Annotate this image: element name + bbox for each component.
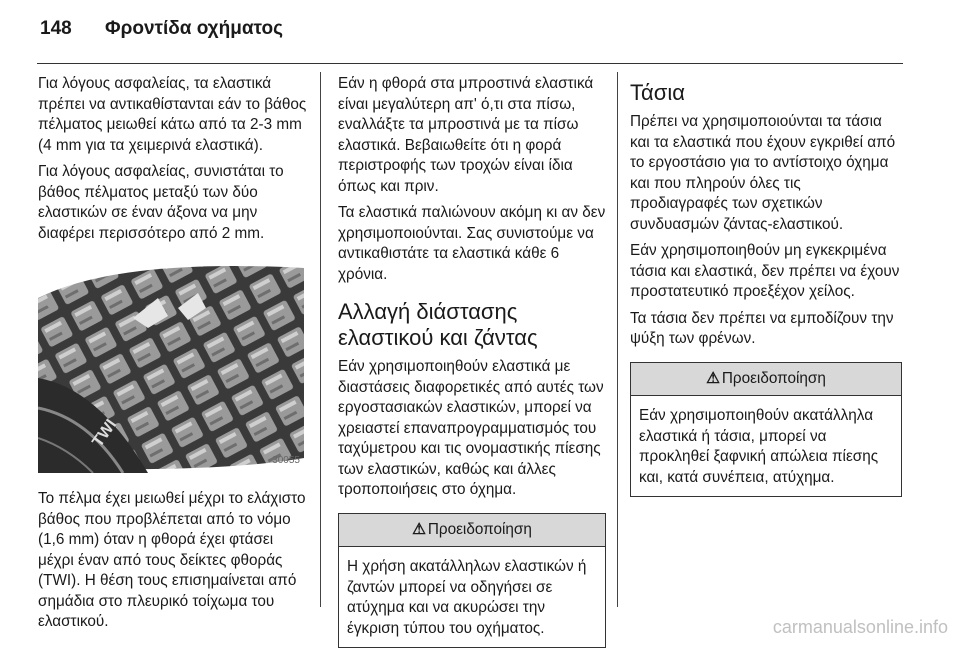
column-divider — [617, 72, 618, 607]
page-header — [40, 18, 283, 40]
paragraph: Πρέπει να χρησιμοποιούνται τα τάσια και τα ελαστικά που έχουν εγκριθεί από το εργοστάσιο για το αντίστοιχο όχημα και που πληρούν όλες τις προδιαγραφές των σχετικών συνδυασμών ζάντας-ελαστικού. — [630, 112, 902, 235]
warning-icon: ⚠ — [412, 521, 426, 538]
column-right — [630, 74, 902, 497]
warning-icon: ⚠ — [706, 370, 720, 387]
figure-number: 30055 — [272, 451, 300, 472]
paragraph: Εάν χρησιμοποιηθούν μη εγκεκριμένα τάσια και ελαστικά, δεν πρέπει να έχουν προστατευτικό προεξέχον χείλος. — [630, 241, 902, 303]
header-rule — [37, 63, 903, 64]
tire-tread-illustration — [38, 258, 304, 473]
column-divider — [320, 72, 321, 607]
warning-title: Προειδοποίηση — [428, 521, 532, 538]
paragraph: Για λόγους ασφαλείας, συνιστάται το βάθος πέλματος μεταξύ των δύο ελαστικών σε έναν άξονα να μην διαφέρει περισσότερο από 2 mm. — [38, 162, 310, 244]
warning-text: Εάν χρησιμοποιηθούν ακατάλληλα ελαστικά ή τάσια, μπορεί να προκληθεί ξαφνική απώλεια πίεσης και, κατά συνέπεια, ατύχημα. — [631, 396, 901, 496]
column-left — [38, 74, 310, 639]
column-middle — [338, 74, 606, 648]
tire-tread-figure — [38, 258, 304, 473]
section-heading: Αλλαγή διάστασης ελαστικού και ζάντας — [338, 299, 606, 351]
paragraph: Το πέλμα έχει μειωθεί μέχρι το ελάχιστο βάθος που προβλέπεται από το νόμο (1,6 mm) όταν η φθορά έχει φτάσει μέχρι έναν από τους δείκτες φθοράς (TWI). Η θέση τους επισημαίνεται από σημάδια στο πλευρικό τοίχωμα του ελαστικού. — [38, 489, 310, 633]
paragraph: Για λόγους ασφαλείας, τα ελαστικά πρέπει να αντικαθίστανται εάν το βάθος πέλματος μειωθεί κάτω από τα 2-3 mm (4 mm για τα χειμερινά ελαστικά). — [38, 74, 310, 156]
warning-header — [339, 514, 605, 548]
warning-header — [631, 363, 901, 397]
page-number: 148 — [40, 18, 72, 39]
page-title: Φροντίδα οχήματος — [105, 18, 283, 39]
warning-text: Η χρήση ακατάλληλων ελαστικών ή ζαντών μπορεί να οδηγήσει σε ατύχημα και να ακυρώσει την έγκριση τύπου του οχήματος. — [339, 547, 605, 647]
warning-title: Προειδοποίηση — [722, 370, 826, 387]
warning-box — [338, 513, 606, 648]
watermark: carmanualsonline.info — [773, 617, 948, 638]
twi-label: TWI — [89, 417, 120, 451]
paragraph: Εάν η φθορά στα μπροστινά ελαστικά είναι μεγαλύτερη απ' ό,τι στα πίσω, εναλλάξτε τα μπροστινά με τα πίσω ελαστικά. Βεβαιωθείτε ότι η φορά περιστροφής των τροχών είναι ίδια όπως και πριν. — [338, 74, 606, 197]
warning-box — [630, 362, 902, 498]
paragraph: Τα ελαστικά παλιώνουν ακόμη κι αν δεν χρησιμοποιούνται. Σας συνιστούμε να αντικαθιστάτε τα ελαστικά κάθε 6 χρόνια. — [338, 203, 606, 285]
paragraph: Τα τάσια δεν πρέπει να εμποδίζουν την ψύξη των φρένων. — [630, 309, 902, 350]
paragraph: Εάν χρησιμοποιηθούν ελαστικά με διαστάσεις διαφορετικές από αυτές των εργοστασιακών ελαστικών, μπορεί να χρειαστεί επαναπρογραμματισμός του ταχύμετρου και τις ονομαστικής πίεσης των ελαστικών, καθώς και άλλες τροποποιήσεις στο όχημα. — [338, 357, 606, 501]
section-heading: Τάσια — [630, 80, 902, 106]
